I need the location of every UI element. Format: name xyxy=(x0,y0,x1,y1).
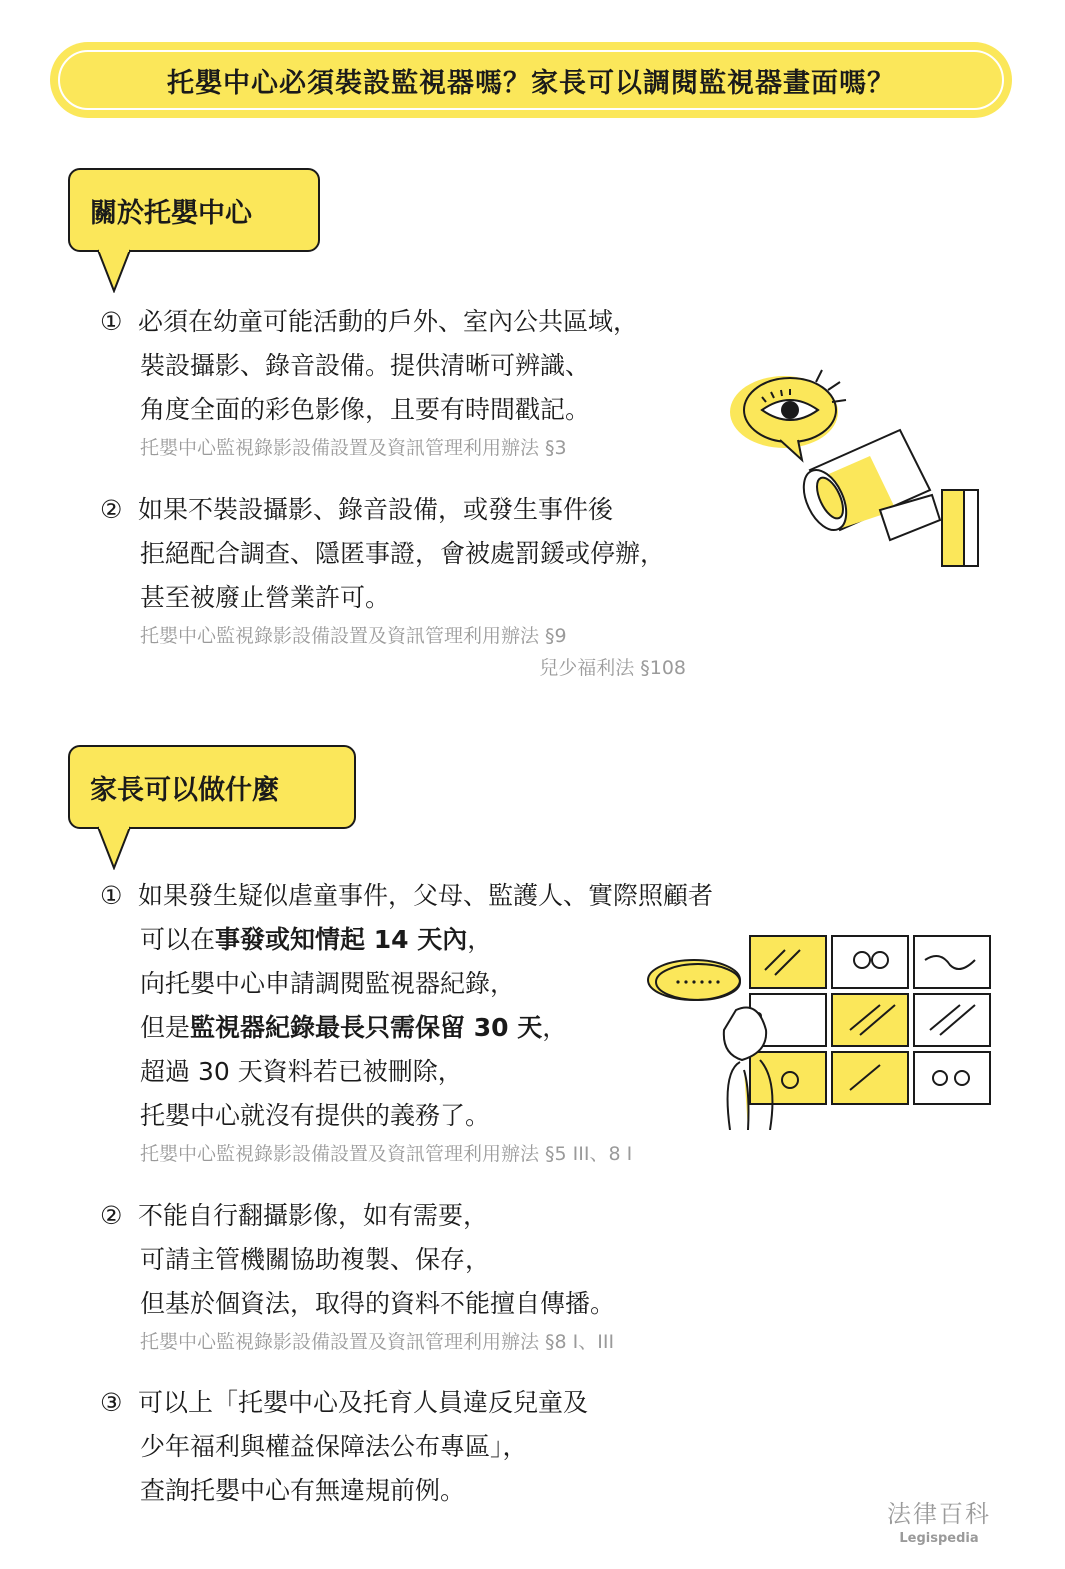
item-text: 拒絕配合調查、隱匿事證，會被處罰鍰或停辦， xyxy=(140,539,666,568)
item-text: 可以在 xyxy=(140,925,216,954)
item-number: ③ xyxy=(100,1388,123,1417)
page-title: 托嬰中心必須裝設監視器嗎？家長可以調閱監視器畫面嗎？ xyxy=(58,50,1004,110)
legal-reference: 托嬰中心監視錄影設備設置及資訊管理利用辦法 §9 xyxy=(140,625,567,647)
item-text: 不能自行翻攝影像，如有需要， xyxy=(138,1201,489,1230)
item-text: 超過 30 天資料若已被刪除， xyxy=(140,1057,463,1086)
item-number: ① xyxy=(100,307,123,336)
section1-item1 xyxy=(100,300,638,464)
item-text: 查詢托嬰中心有無違規前例。 xyxy=(140,1476,466,1505)
legal-reference: 托嬰中心監視錄影設備設置及資訊管理利用辦法 §8 I、III xyxy=(140,1331,615,1353)
item-text: 但是 xyxy=(140,1013,191,1042)
legal-reference: 托嬰中心監視錄影設備設置及資訊管理利用辦法 §3 xyxy=(140,437,567,459)
item-text: 可以上「托嬰中心及托育人員違反兒童及 xyxy=(138,1388,589,1417)
item-text: 甚至被廢止營業許可。 xyxy=(140,583,391,612)
item-text: ， xyxy=(542,1013,568,1042)
legal-reference: 兒少福利法 §108 xyxy=(539,657,686,679)
legal-reference: 托嬰中心監視錄影設備設置及資訊管理利用辦法 §5 III、8 I xyxy=(140,1143,633,1165)
item-text: 可請主管機關協助複製、保存， xyxy=(140,1245,491,1274)
security-camera-illustration xyxy=(720,360,990,570)
item-text: 如果發生疑似虐童事件，父母、監護人、實際照顧者 xyxy=(138,881,714,910)
section2-bubble-tail xyxy=(96,826,136,870)
item-text: 角度全面的彩色影像，且要有時間戳記。 xyxy=(140,395,591,424)
brand-name-en: Legispedia xyxy=(899,1531,979,1546)
item-text: 少年福利與權益保障法公布專區」， xyxy=(140,1432,528,1461)
item-text: 如果不裝設攝影、錄音設備，或發生事件後 xyxy=(138,495,614,524)
section2-heading: 家長可以做什麼 xyxy=(68,745,356,829)
title-banner xyxy=(50,42,1012,118)
item-text: 向托嬰中心申請調閱監視器紀錄， xyxy=(140,969,516,998)
section1-heading: 關於托嬰中心 xyxy=(68,168,320,252)
section1-item2 xyxy=(100,488,686,684)
item-text: ， xyxy=(467,925,493,954)
item-text: 必須在幼童可能活動的戶外、室內公共區域， xyxy=(138,307,639,336)
section2-item3 xyxy=(100,1381,588,1513)
brand-logo xyxy=(884,1494,994,1546)
item-number: ② xyxy=(100,1201,123,1230)
section2-item1 xyxy=(100,874,713,1170)
highlight-text: 監視器紀錄最長只需保留 30 天 xyxy=(190,1013,543,1042)
section2-item2 xyxy=(100,1194,615,1358)
item-text: 托嬰中心就沒有提供的義務了。 xyxy=(140,1101,491,1130)
item-number: ① xyxy=(100,881,123,910)
section1-bubble-tail xyxy=(96,249,136,293)
item-text: 裝設攝影、錄音設備。提供清晰可辨識、 xyxy=(140,351,591,380)
highlight-text: 事發或知情起 14 天內 xyxy=(215,925,468,954)
monitor-wall-illustration xyxy=(640,930,996,1130)
brand-name: 法律百科 xyxy=(887,1500,991,1528)
item-text: 但基於個資法，取得的資料不能擅自傳播。 xyxy=(140,1289,616,1318)
item-number: ② xyxy=(100,495,123,524)
